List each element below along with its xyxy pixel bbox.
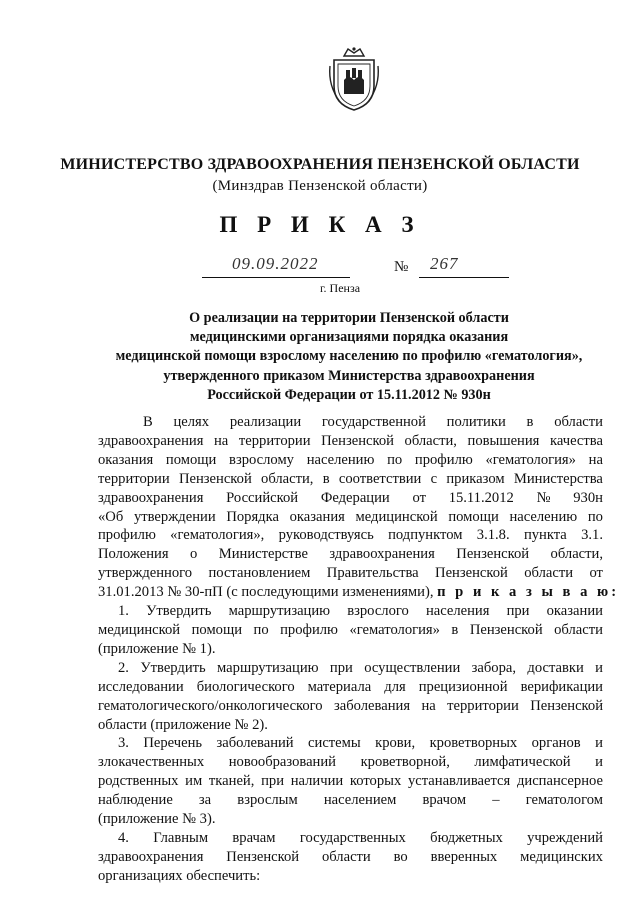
body-word: 4. <box>118 829 129 846</box>
body-word: 3.1.8. <box>476 527 510 544</box>
body-word: профилю <box>98 527 156 544</box>
body-word: утверждении <box>133 508 216 525</box>
body-word: осуществлении <box>364 659 461 676</box>
body-word: для <box>384 678 406 695</box>
body-word: помощи <box>191 621 243 638</box>
body-word: целях <box>173 414 210 430</box>
body-word: Пензенской <box>469 621 543 638</box>
document-type-title: П Р И К А З <box>219 212 421 237</box>
body-line <box>98 602 603 621</box>
body-word: пункта <box>523 527 567 544</box>
body-word: соответствии <box>338 470 422 487</box>
body-word: с <box>430 470 438 487</box>
body-word: населения <box>425 603 490 620</box>
body-word: Пензенской <box>435 565 508 582</box>
body-word: области <box>524 565 574 582</box>
body-word: оказания <box>98 451 154 468</box>
body-word: биологического <box>196 678 295 695</box>
subject-line: медицинской помощи взрослому населению по профилю «гематология», <box>115 348 583 365</box>
body-word: утвержденного <box>98 565 193 582</box>
body-line <box>98 659 603 678</box>
body-word: взрослому <box>229 451 294 468</box>
body-word: при <box>329 659 353 676</box>
body-word: в <box>451 621 459 638</box>
body-word: по <box>387 451 403 468</box>
order-date: 09.09.2022 <box>232 254 319 273</box>
body-line <box>98 848 603 867</box>
body-word: в <box>322 470 330 487</box>
body-word: гематологического/онкологического <box>98 697 323 714</box>
body-word: доставки <box>527 659 584 676</box>
body-word: в <box>526 414 534 430</box>
body-word: профилю <box>280 621 338 638</box>
body-line <box>98 867 603 886</box>
body-word: во <box>393 848 408 865</box>
body-line <box>98 508 603 527</box>
body-word: Пензенской <box>226 848 300 865</box>
body-word: исследовании <box>98 678 184 695</box>
date-underline <box>202 277 350 278</box>
body-word: наблюдение <box>98 792 173 809</box>
body-word: им <box>185 773 203 790</box>
body-word: наличии <box>290 773 344 790</box>
body-word: 930н <box>573 489 603 506</box>
body-word: Российской <box>226 489 299 506</box>
body-word: забора, <box>471 659 517 676</box>
body-word: материала <box>307 678 372 695</box>
body-word: при <box>506 603 530 620</box>
body-word: оказания <box>289 508 345 525</box>
body-line <box>98 678 603 697</box>
order-word: п р и к а з ы в а ю: <box>437 584 620 601</box>
subject-line: утвержденного приказом Министерства здравоохранения <box>163 367 535 384</box>
body-word: В <box>143 414 153 430</box>
body-word: врачам <box>232 829 276 846</box>
body-line <box>98 489 603 508</box>
body-word: «гематология» <box>485 451 576 468</box>
body-word: злокачественных <box>98 754 205 771</box>
body-word: и <box>595 754 603 771</box>
body-word: органов <box>531 735 581 752</box>
requisites-line <box>202 252 512 278</box>
body-word: профилю <box>414 451 473 468</box>
body-word: по <box>587 508 603 525</box>
number-underline <box>419 277 509 278</box>
body-word: медицинских <box>520 848 603 865</box>
body-word: крови, <box>375 735 416 752</box>
body-word: вверенных <box>430 848 498 865</box>
body-word: здравоохранения <box>98 489 204 506</box>
body-word: маршрутизацию <box>217 659 319 676</box>
body-word: Пензенской <box>456 546 530 563</box>
item-text: (приложение № 1). <box>98 640 216 657</box>
body-line <box>98 791 603 810</box>
body-word: Пензенской <box>530 697 603 714</box>
body-word: на <box>588 451 603 468</box>
body-line <box>98 734 603 753</box>
body-word: области, <box>261 470 314 487</box>
body-word: и <box>595 735 603 752</box>
body-word: 2. <box>118 659 129 676</box>
body-word: «Об <box>98 508 124 525</box>
body-word: «гематология», <box>170 527 265 544</box>
body-word: Пензенской <box>178 470 252 487</box>
body-word: помощи <box>165 451 217 468</box>
body-line <box>98 697 603 716</box>
body-word: устанавливается <box>407 773 511 790</box>
body-word: № <box>536 489 551 506</box>
body-word: диспансерное <box>516 773 603 790</box>
body-word: приказом <box>446 470 505 487</box>
body-word: Перечень <box>143 735 203 752</box>
subject-line: Российской Федерации от 15.11.2012 № 930н <box>207 386 491 403</box>
body-line <box>98 432 603 451</box>
body-word: кроветворных <box>429 735 518 752</box>
ministry-name: МИНИСТЕРСТВО ЗДРАВООХРАНЕНИЯ ПЕНЗЕНСКОЙ ОБЛАСТИ <box>60 156 580 173</box>
body-word: при <box>261 773 285 790</box>
city: г. Пенза <box>319 281 361 295</box>
body-word: здравоохранения <box>98 848 204 865</box>
order-number: 267 <box>430 254 459 273</box>
body-word: 1. <box>118 603 129 620</box>
body-word: от <box>412 489 426 506</box>
body-line <box>98 413 603 432</box>
body-word: новообразований <box>228 754 336 771</box>
body-word: медицинской <box>355 508 438 525</box>
coat-of-arms-icon <box>326 46 382 112</box>
body-word: здравоохранения <box>98 432 204 449</box>
body-word: Министерстве <box>218 546 308 563</box>
body-word: Пензенской <box>321 432 394 449</box>
body-word: 3. <box>118 735 129 752</box>
body-word: Федерации <box>320 489 390 506</box>
body-word: которых <box>349 773 402 790</box>
body-word: Утвердить <box>146 603 212 620</box>
body-word: за <box>198 792 212 809</box>
number-sign: № <box>394 259 409 275</box>
body-word: – <box>492 792 500 809</box>
body-line <box>98 526 603 545</box>
body-line <box>98 829 603 848</box>
body-word: маршрутизацию <box>228 603 331 620</box>
body-word: о <box>190 546 198 563</box>
body-word: области <box>554 414 603 430</box>
body-word: взрослым <box>237 792 298 809</box>
body-line <box>98 810 603 829</box>
body-word: 3.1. <box>581 527 603 544</box>
item-text: (приложение № 3). <box>98 811 216 828</box>
body-word: территории <box>238 432 311 449</box>
body-line <box>98 564 603 583</box>
body-word: Правительства <box>326 565 419 582</box>
body-word: населению <box>509 508 578 525</box>
body-word: государственных <box>299 829 406 846</box>
body-word: тканей, <box>208 773 255 790</box>
body-word: лимфатической <box>474 754 571 771</box>
body-line <box>98 716 603 735</box>
order-subject <box>88 309 610 405</box>
body-word: взрослого <box>347 603 409 620</box>
body-word: верификации <box>520 678 603 695</box>
body-word: постановлением <box>208 565 311 582</box>
body-word: на <box>214 432 229 449</box>
body-word: оказании <box>546 603 603 620</box>
body-word: от <box>589 565 603 582</box>
body-word: медицинской <box>98 621 181 638</box>
body-line <box>98 583 620 602</box>
body-word: области <box>554 621 603 638</box>
body-word: заболеваний <box>216 735 294 752</box>
body-word: «гематология» <box>349 621 440 638</box>
body-word: населению <box>306 451 375 468</box>
body-word: Утвердить <box>140 659 206 676</box>
body-word: кроветворной, <box>360 754 450 771</box>
body-line <box>98 470 603 489</box>
body-word: области, <box>550 546 603 563</box>
body-word: повышения <box>467 432 540 449</box>
body-word: территории <box>98 470 170 487</box>
item-text: организациях обеспечить: <box>98 867 261 884</box>
body-word: системы <box>308 735 361 752</box>
body-word: государственной <box>321 414 426 430</box>
body-word: прецизионной <box>418 678 508 695</box>
body-word: учреждений <box>527 829 603 846</box>
body-word: по <box>253 621 269 638</box>
body-word: реализации <box>229 414 302 430</box>
ministry-short-name: (Минздрав Пензенской области) <box>212 178 428 194</box>
body-word: родственных <box>98 773 179 790</box>
body-line <box>98 621 603 640</box>
body-word: Главным <box>153 829 209 846</box>
body-word: и <box>595 659 603 676</box>
body-word: 15.11.2012 <box>448 489 514 506</box>
body-line <box>98 772 603 791</box>
intro-last-text: 31.01.2013 № 30-пП (с последующими изменениями), <box>98 584 434 601</box>
body-word: области, <box>404 432 457 449</box>
body-word: помощи <box>448 508 499 525</box>
body-word: населением <box>323 792 397 809</box>
body-word: качества <box>549 432 603 449</box>
body-word: гематологом <box>525 792 603 809</box>
body-word: врачом <box>422 792 467 809</box>
body-word: бюджетных <box>430 829 503 846</box>
body-word: здравоохранения <box>329 546 435 563</box>
subject-line: О реализации на территории Пензенской области <box>189 310 509 326</box>
body-word: подпунктом <box>388 527 463 544</box>
body-word: политики <box>446 414 506 430</box>
body-word: Положения <box>98 546 169 563</box>
body-word: на <box>421 697 436 714</box>
body-word: заболевания <box>334 697 411 714</box>
body-word: Министерства <box>513 470 603 487</box>
item-text: области (приложение № 2). <box>98 716 268 733</box>
subject-line: медицинскими организациями порядка оказания <box>189 329 509 346</box>
body-word: территории <box>447 697 519 714</box>
body-word: руководствуясь <box>278 527 374 544</box>
body-word: области <box>321 848 371 865</box>
body-line <box>98 753 603 772</box>
order-body <box>98 413 620 886</box>
body-word: Порядка <box>226 508 279 525</box>
body-line <box>98 545 603 564</box>
body-line <box>98 451 603 470</box>
body-line <box>98 640 603 659</box>
